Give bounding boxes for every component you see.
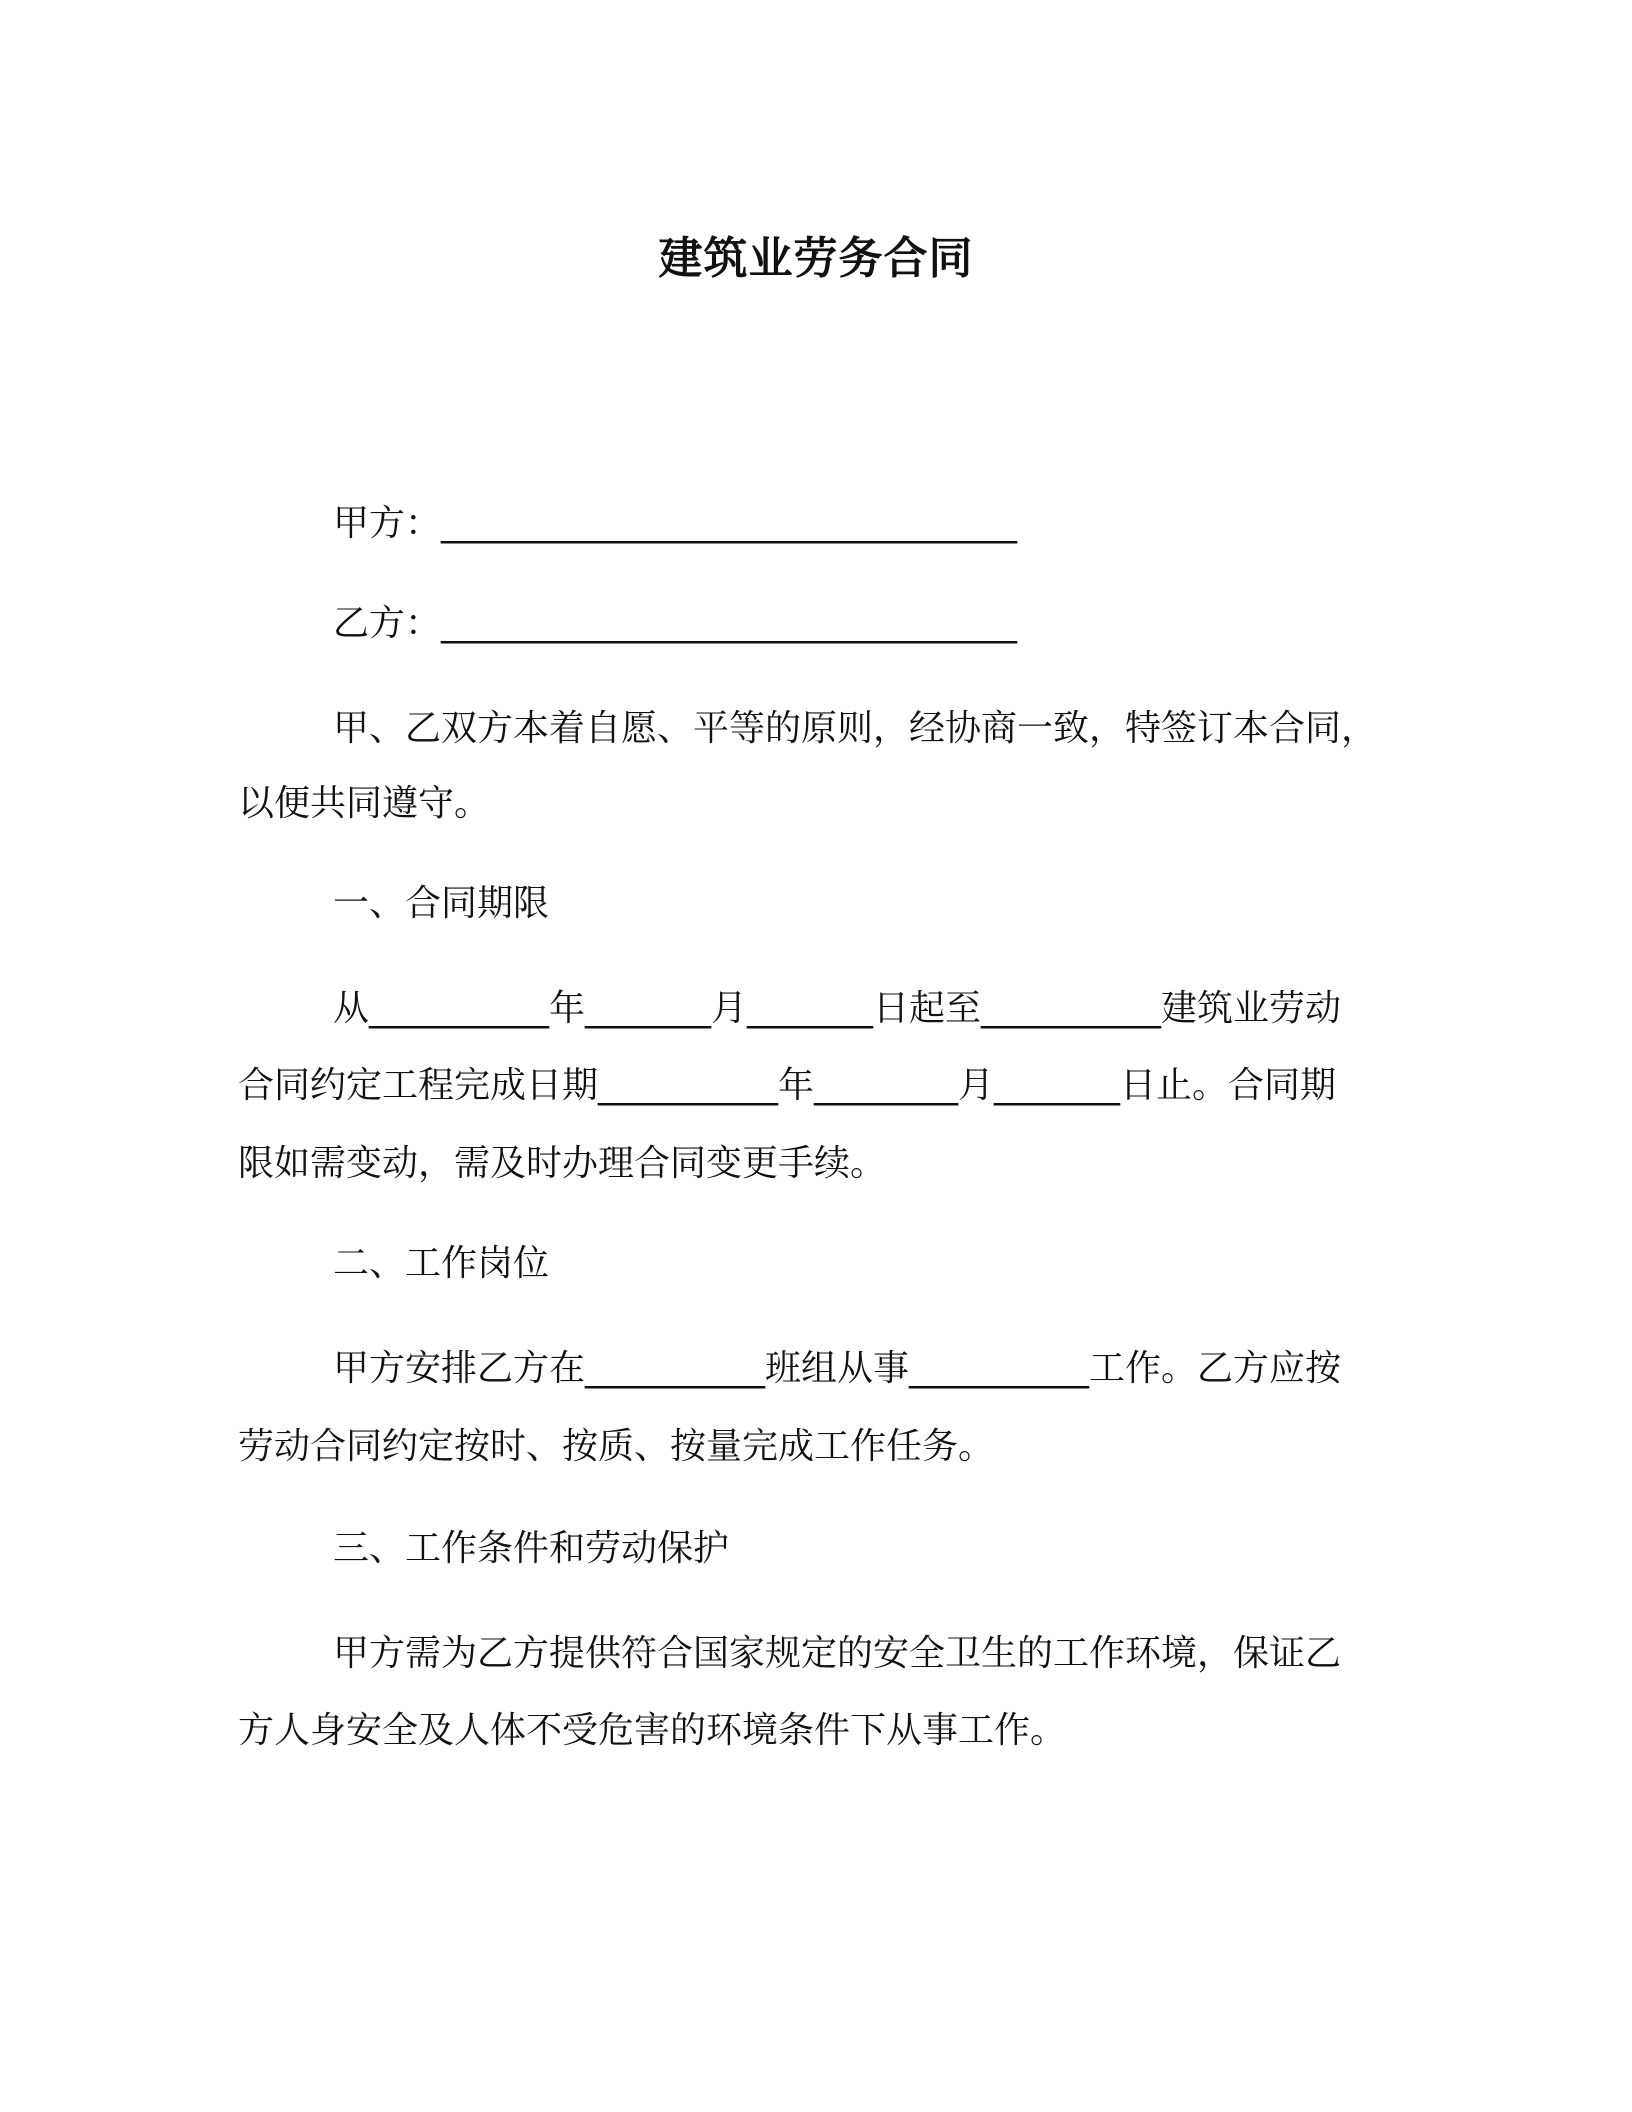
section3-line-2: 方人身安全及人体不受危害的环境条件下从事工作。: [238, 1710, 1067, 1751]
document-title: 建筑业劳务合同: [658, 233, 974, 284]
section3-line-1: 甲方需为乙方提供符合国家规定的安全卫生的工作环境，保证乙: [333, 1633, 1342, 1674]
party-a-line: 甲方：________________________________: [333, 503, 1018, 544]
section1-heading: 一、合同期限: [333, 883, 550, 924]
party-b-line: 乙方：________________________________: [333, 603, 1018, 644]
preamble-line-2: 以便共同遵守。: [238, 783, 491, 824]
section1-line-3: 限如需变动，需及时办理合同变更手续。: [238, 1143, 887, 1184]
section2-line-2: 劳动合同约定按时、按质、按量完成工作任务。: [238, 1426, 995, 1467]
section1-line-1: 从__________年_______月_______日起至__________建筑业劳动: [333, 988, 1342, 1029]
preamble-line-1: 甲、乙双方本着自愿、平等的原则，经协商一致，特签订本合同，: [333, 708, 1378, 749]
section1-line-2: 合同约定工程完成日期__________年________月_______日止。合同期: [238, 1065, 1337, 1106]
section2-line-1: 甲方安排乙方在__________班组从事__________工作。乙方应按: [333, 1348, 1342, 1389]
section3-heading: 三、工作条件和劳动保护: [333, 1528, 730, 1569]
section2-heading: 二、工作岗位: [333, 1243, 550, 1284]
